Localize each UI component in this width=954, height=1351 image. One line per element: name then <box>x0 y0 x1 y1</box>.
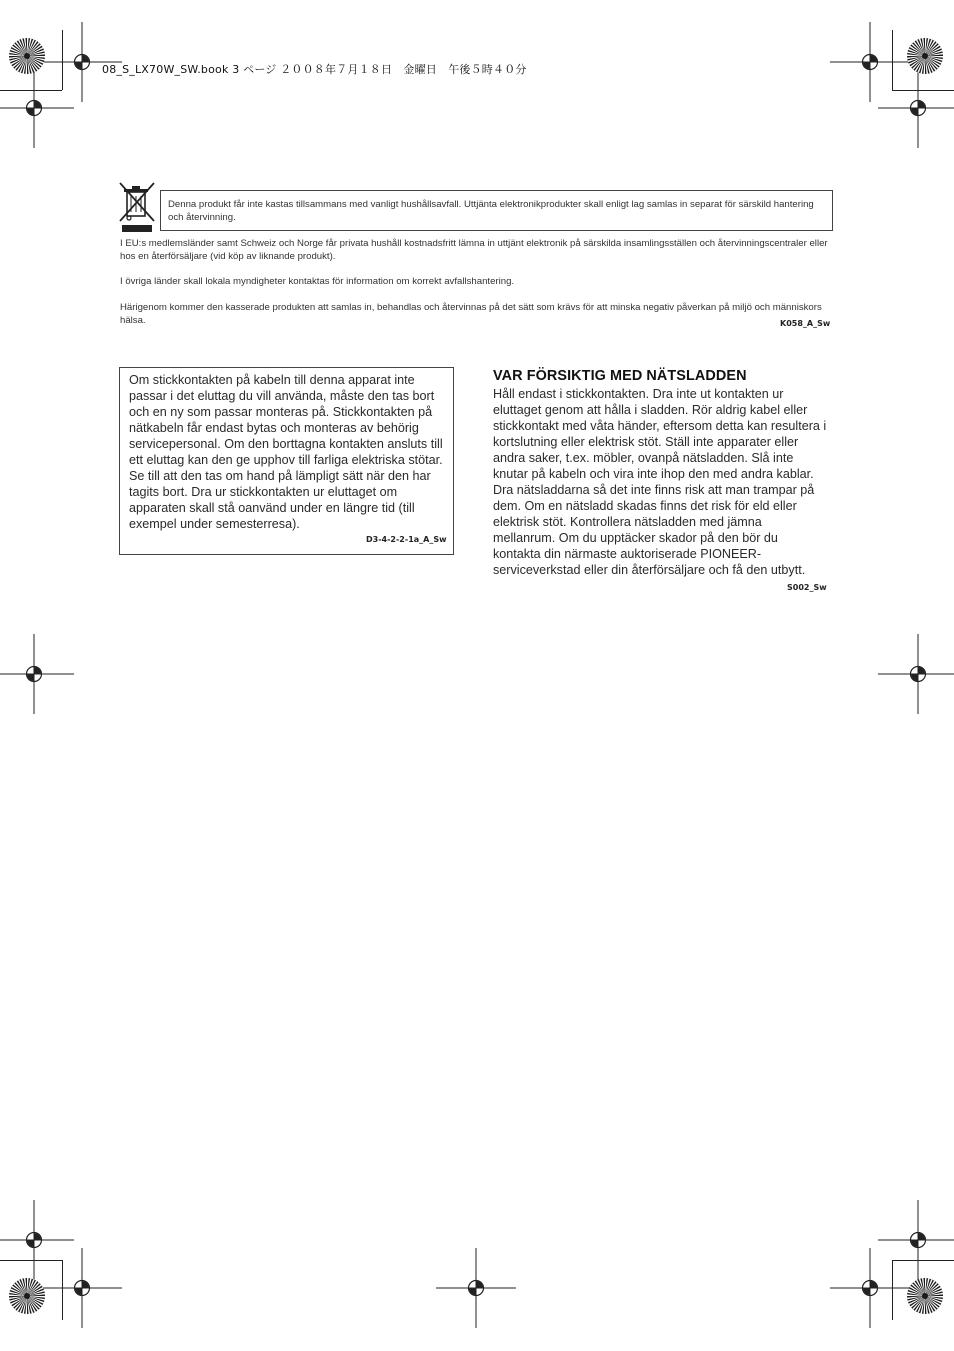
crop-mark-line <box>0 1260 62 1261</box>
disposal-paragraph-recycle: Härigenom kommer den kasserade produkten att samlas in, behandlas och återvinnas på det sätt som krävs för att minska negativ påverkan på miljö och människors hälsa. <box>120 302 822 326</box>
power-cord-ref-code: S002_Sw <box>787 583 827 592</box>
disposal-notice-box: Denna produkt får inte kastas tillsammans med vanligt hushållsavfall. Uttjänta elektronikprodukter skall enligt lag samlas in separat för särskild hantering och återvinning. <box>160 190 833 231</box>
crossed-out-wheelie-bin-icon <box>118 181 156 233</box>
disposal-paragraph-eu: I EU:s medlemsländer samt Schweiz och Norge får privata hushåll kostnadsfritt lämna in uttjänt elektronik på särskilda insamlingsställen och återvinningscentraler eller hos en återförsäljare (vid köp av liknande produkt). <box>120 238 828 262</box>
crop-mark-line <box>892 1260 893 1320</box>
registration-mark-icon <box>436 1248 516 1328</box>
color-registration-wheel-icon <box>7 1276 47 1316</box>
color-registration-wheel-icon <box>905 36 945 76</box>
power-cord-heading: VAR FÖRSIKTIG MED NÄTSLADDEN <box>493 368 747 384</box>
disposal-paragraph-other: I övriga länder skall lokala myndigheter kontaktas för information om korrekt avfallshantering. <box>120 276 515 287</box>
crop-mark-line <box>0 90 62 91</box>
crop-mark-line <box>62 1260 63 1320</box>
registration-mark-icon <box>0 634 74 714</box>
crop-mark-line <box>892 30 893 90</box>
plug-replacement-notice-box <box>119 367 454 555</box>
plug-notice-text: Om stickkontakten på kabeln till denna apparat inte passar i det eluttag du vill använda, måste den tas bort och en ny som passar monteras på. Stickkontakten på nätkabeln får endast bytas och monteras av behörig servicepersonal. Om den borttagna kontakten ansluts till ett eluttag kan den ge upphov till farliga elektriska stötar. Se till att den tas om hand på lämpligt sätt när den har tagits bort. Dra ur stickkontakten ur eluttaget om apparaten skall stå oanvänd under en längre tid (till exempel under semesterresa). <box>129 373 443 531</box>
plug-notice-ref-code: D3-4-2-2-1a_A_Sw <box>366 535 447 544</box>
crop-mark-line <box>62 30 63 90</box>
color-registration-wheel-icon <box>905 1276 945 1316</box>
color-registration-wheel-icon <box>7 36 47 76</box>
print-header: 08_S_LX70W_SW.book 3 ページ ２００８年７月１８日 金曜日 午後５時４０分 <box>102 63 527 76</box>
crop-mark-line <box>892 90 954 91</box>
power-cord-text: Håll endast i stickkontakten. Dra inte ut kontakten ur eluttaget genom att hålla i sladden. Rör aldrig kabel eller stickkontakt med våta händer, eftersom detta kan resultera i kortslutning eller elektrisk stöt. Ställ inte apparater eller andra saker, t.ex. möbler, ovanpå nätsladden. Slå inte knutar på kabeln och vira inte ihop den med andra kablar. Dra nätsladdarna så det inte finns risk att man trampar på dem. Om en nätsladd skadas finns det risk för eld eller elektrisk stöt. Kontrollera nätsladden med jämna mellanrum. Om du upptäcker skador på den bör du kontakta din närmaste auktoriserade PIONEER-serviceverkstad eller din återförsäljare och få den utbytt. <box>493 387 827 577</box>
crop-mark-line <box>892 1260 954 1261</box>
registration-mark-icon <box>878 634 954 714</box>
disposal-ref-code: K058_A_Sw <box>780 319 831 328</box>
